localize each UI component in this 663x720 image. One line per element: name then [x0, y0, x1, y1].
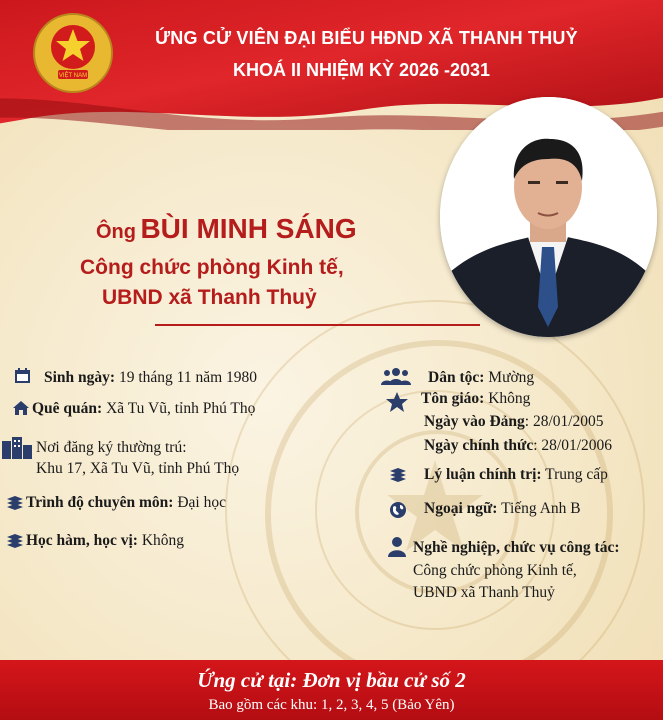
religion-value: Không [484, 390, 531, 407]
ethnic-row [428, 369, 534, 387]
candidate-position-line1: Công chức phòng Kinh tế, [80, 256, 344, 279]
religion-label: Tôn giáo: [421, 390, 485, 407]
hometown-row [32, 400, 255, 418]
candidate-name: BÙI MINH SÁNG [140, 213, 357, 244]
candidate-name-block [96, 213, 357, 245]
home-icon [12, 400, 30, 416]
religion-row [421, 390, 530, 408]
official-row [424, 437, 612, 455]
language-label: Ngoại ngữ: [424, 500, 498, 517]
official-label: Ngày chính thức [424, 437, 534, 454]
books-icon [6, 495, 24, 511]
education-label: Trình độ chuyên môn: [26, 494, 174, 511]
name-divider [155, 324, 480, 326]
education-value: Đại học [173, 494, 226, 511]
residence-label: Nơi đăng ký thường trú: [36, 439, 187, 456]
candidate-portrait [440, 97, 657, 337]
job-value-line2: UBND xã Thanh Thuỷ [413, 584, 555, 601]
people-icon [381, 368, 411, 386]
person-icon [388, 537, 406, 557]
dob-label: Sinh ngày: [44, 369, 116, 386]
residence-value: Khu 17, Xã Tu Vũ, tỉnh Phú Thọ [36, 460, 240, 477]
dob-row [44, 369, 257, 387]
job-label: Nghề nghiệp, chức vụ công tác: [413, 539, 620, 556]
language-value: Tiếng Anh B [497, 500, 581, 517]
language-row [424, 500, 581, 518]
hometown-label: Quê quán: [32, 400, 103, 417]
ethnic-label: Dân tộc: [428, 369, 485, 386]
national-emblem-icon [32, 12, 114, 94]
books-icon [389, 467, 407, 483]
name-prefix: Ông [96, 221, 136, 243]
constituency-areas: Bao gồm các khu: 1, 2, 3, 4, 5 (Bảo Yên) [208, 697, 455, 713]
star-icon [386, 392, 408, 412]
emblem-label: VIỆT NAM [58, 73, 88, 79]
degree-value: Không [137, 532, 185, 549]
calendar-icon [14, 368, 32, 384]
party-label: Ngày vào Đảng [424, 413, 525, 430]
constituency-title: Ứng cử tại: Đơn vị bầu cử số 2 [197, 668, 466, 692]
degree-label: Học hàm, học vị: [26, 532, 138, 549]
politics-value: Trung cấp [541, 466, 608, 483]
official-value: : 28/01/2006 [533, 437, 613, 454]
poster-term: KHOÁ II NHIỆM KỲ 2026 -2031 [232, 60, 491, 80]
degree-row [26, 532, 184, 550]
globe-icon [389, 501, 407, 519]
dob-value: 19 tháng 11 năm 1980 [115, 369, 257, 386]
politics-row [424, 466, 608, 484]
books-icon [6, 533, 24, 549]
hometown-value: Xã Tu Vũ, tỉnh Phú Thọ [102, 400, 256, 417]
party-value: : 28/01/2005 [524, 413, 604, 430]
party-row [424, 413, 604, 431]
education-row [26, 494, 226, 512]
candidate-position-line2: UBND xã Thanh Thuỷ [102, 286, 317, 309]
ethnic-value: Mường [484, 369, 535, 386]
poster-title: ỨNG CỬ VIÊN ĐẠI BIỂU HĐND XÃ THANH THUỶ [155, 28, 578, 48]
buildings-icon [2, 437, 32, 459]
job-value-line1: Công chức phòng Kinh tế, [413, 562, 577, 579]
politics-label: Lý luận chính trị: [424, 466, 542, 483]
